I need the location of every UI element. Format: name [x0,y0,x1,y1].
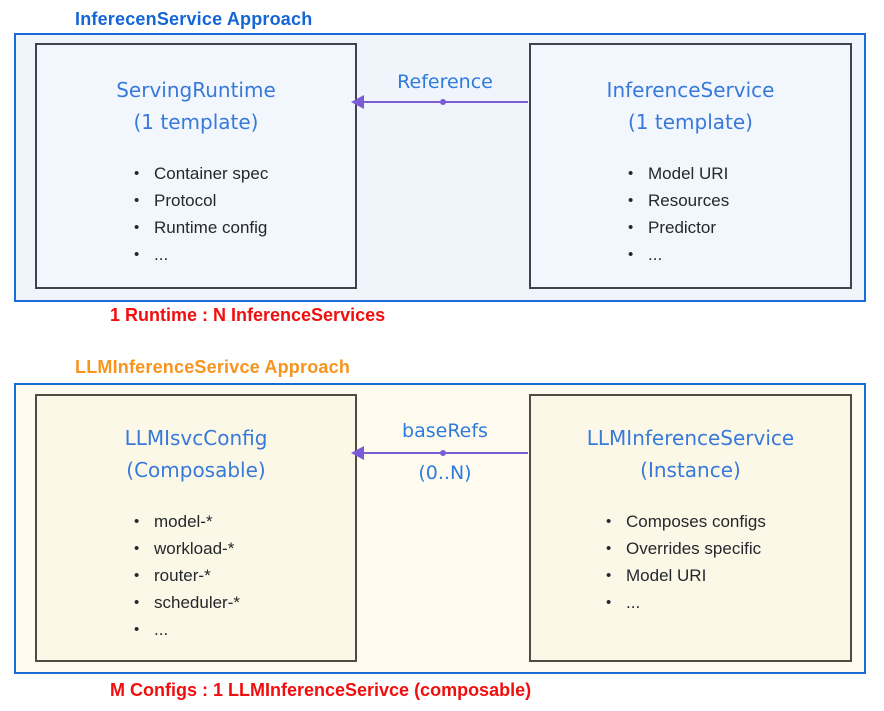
llm-isvc-config-feature-list [37,508,355,643]
box-title-line1: InferenceService [606,78,775,102]
inference-service-box [529,43,852,289]
reference-arrow-label: Reference [397,71,493,93]
list-item: • ... [626,241,850,268]
arrow-midpoint-dot-icon [440,99,446,105]
list-item: • Runtime config [132,214,355,241]
list-item: • ... [132,241,355,268]
llm-inference-service-feature-list [531,508,850,616]
left-arrowhead-icon [351,446,364,460]
serving-runtime-feature-list [37,160,355,268]
list-item: • Model URI [604,562,850,589]
list-item: • Predictor [626,214,850,241]
inference-service-feature-list [531,160,850,268]
list-item: • Composes configs [604,508,850,535]
list-item: • Overrides specific [604,535,850,562]
list-item: • Container spec [132,160,355,187]
list-item: • Resources [626,187,850,214]
box-title-line1: LLMInferenceService [586,426,795,450]
section2-caption: M Configs : 1 LLMInferenceSerivce (composable) [110,680,532,700]
list-item: • model-* [132,508,355,535]
baserefs-arrow-label: baseRefs [402,420,488,442]
left-arrowhead-icon [351,95,364,109]
list-item: • ... [132,616,355,643]
box-title-line2: (Composable) [126,458,266,482]
list-item: • scheduler-* [132,589,355,616]
arrow-midpoint-dot-icon [440,450,446,456]
list-item: • Model URI [626,160,850,187]
list-item: • Protocol [132,187,355,214]
serving-runtime-box [35,43,357,289]
list-item: • ... [604,589,850,616]
section1-title: InferecenService Approach [75,9,313,29]
serving-runtime-box-title [37,45,355,138]
llm-inference-service-box-title [531,396,850,486]
box-title-line2: (1 template) [628,110,753,134]
section1-caption: 1 Runtime : N InferenceServices [110,305,386,325]
llm-isvc-config-box-title [37,396,355,486]
list-item: • router-* [132,562,355,589]
box-title-line2: (Instance) [640,458,741,482]
box-title-line1: LLMIsvcConfig [124,426,268,450]
llm-isvc-config-box [35,394,357,662]
baserefs-cardinality-label: (0..N) [418,462,472,484]
inference-service-box-title [531,45,850,138]
box-title-line1: ServingRuntime [116,78,276,102]
list-item: • workload-* [132,535,355,562]
llm-inference-service-box [529,394,852,662]
section2-title: LLMInferenceSerivce Approach [75,357,351,377]
box-title-line2: (1 template) [133,110,259,134]
